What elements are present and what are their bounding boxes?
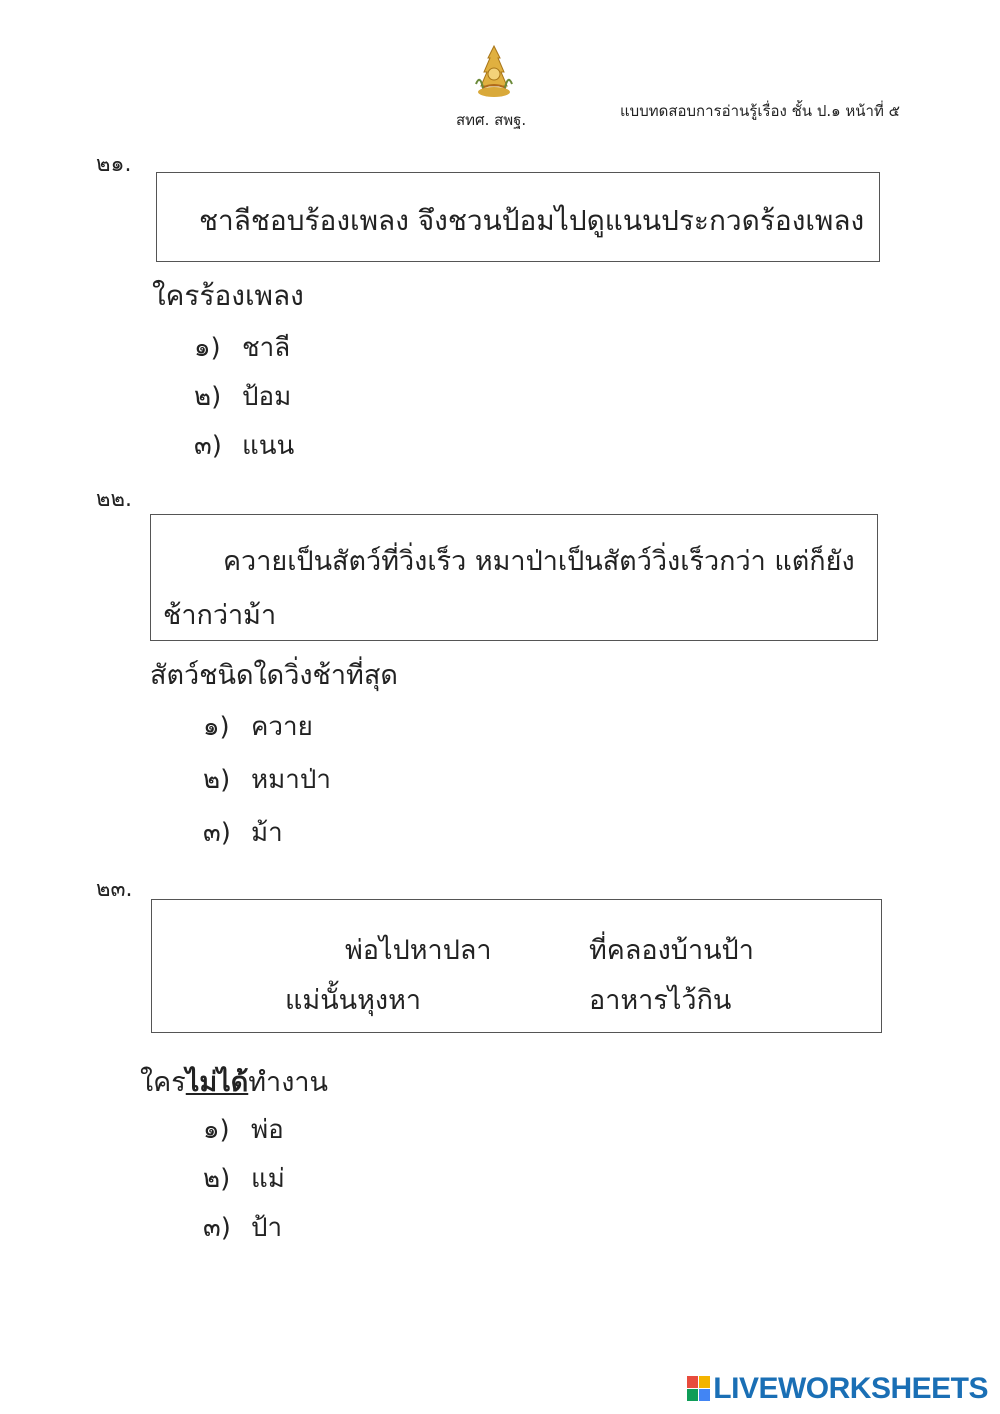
poem-line: แม่นั้นหุงหา [285,985,422,1016]
passage-box [150,514,878,641]
liveworksheets-icon [687,1376,711,1402]
poem-line: อาหารไว้กิน [589,985,732,1016]
option-number: ๑) [203,712,230,742]
prompt-emphasis: ไม่ได้ [185,1067,249,1098]
passage-text: ช้ากว่าม้า [163,600,277,631]
option-text: ควาย [251,712,313,742]
header-title: แบบทดสอบการอ่านรู้เรื่อง ชั้น ป.๑ หน้าที่ ๕ [620,102,900,120]
question-number: ๒๑. [96,152,132,177]
answer-option[interactable] [203,1109,284,1150]
poem-line: ที่คลองบ้านป้า [589,935,754,966]
option-text: แม่ [251,1164,285,1194]
poem-line: พ่อไปหาปลา [345,935,492,966]
watermark-brand: LIVEWORKSHEETS [713,1372,988,1405]
option-text: พ่อ [251,1115,284,1145]
answer-option[interactable] [194,376,291,417]
question-number: ๒๒. [96,487,132,512]
passage-text: ชาลีชอบร้องเพลง จึงชวนป้อมไปดูแนนประกวดร้องเพลง [199,204,865,237]
option-number: ๒) [194,382,222,412]
option-number: ๒) [203,1164,231,1194]
answer-option[interactable] [203,759,331,800]
liveworksheets-watermark [687,1372,988,1406]
option-number: ๑) [203,1115,230,1145]
option-text: แนน [242,431,295,461]
answer-option[interactable] [194,425,294,466]
option-text: หมาป่า [251,765,331,795]
option-number: ๓) [203,818,231,848]
option-number: ๓) [203,1213,231,1243]
answer-option[interactable] [194,327,290,368]
prompt-post: ทำงาน [248,1067,329,1098]
prompt-pre: ใคร [140,1067,186,1098]
question-prompt: สัตว์ชนิดใดวิ่งช้าที่สุด [150,660,398,691]
question-number: ๒๓. [96,877,133,902]
answer-option[interactable] [203,1158,285,1199]
option-number: ๓) [194,431,222,461]
option-text: ชาลี [242,333,291,363]
question-prompt: ใครร้องเพลง [152,279,304,312]
option-text: ป้า [251,1213,283,1243]
answer-option[interactable] [203,706,313,747]
question-prompt [140,1060,328,1103]
header-org: สทศ. สพฐ. [456,111,527,129]
poem-box [151,899,882,1033]
passage-box [156,172,880,262]
option-text: ป้อม [242,382,292,412]
answer-option[interactable] [203,812,283,853]
passage-text: ควายเป็นสัตว์ที่วิ่งเร็ว หมาป่าเป็นสัตว์วิ่งเร็วกว่า แต่ก็ยัง [223,546,855,577]
option-number: ๒) [203,765,231,795]
option-number: ๑) [194,333,221,363]
school-emblem-logo [474,44,514,100]
answer-option[interactable] [203,1207,282,1248]
option-text: ม้า [251,818,283,848]
